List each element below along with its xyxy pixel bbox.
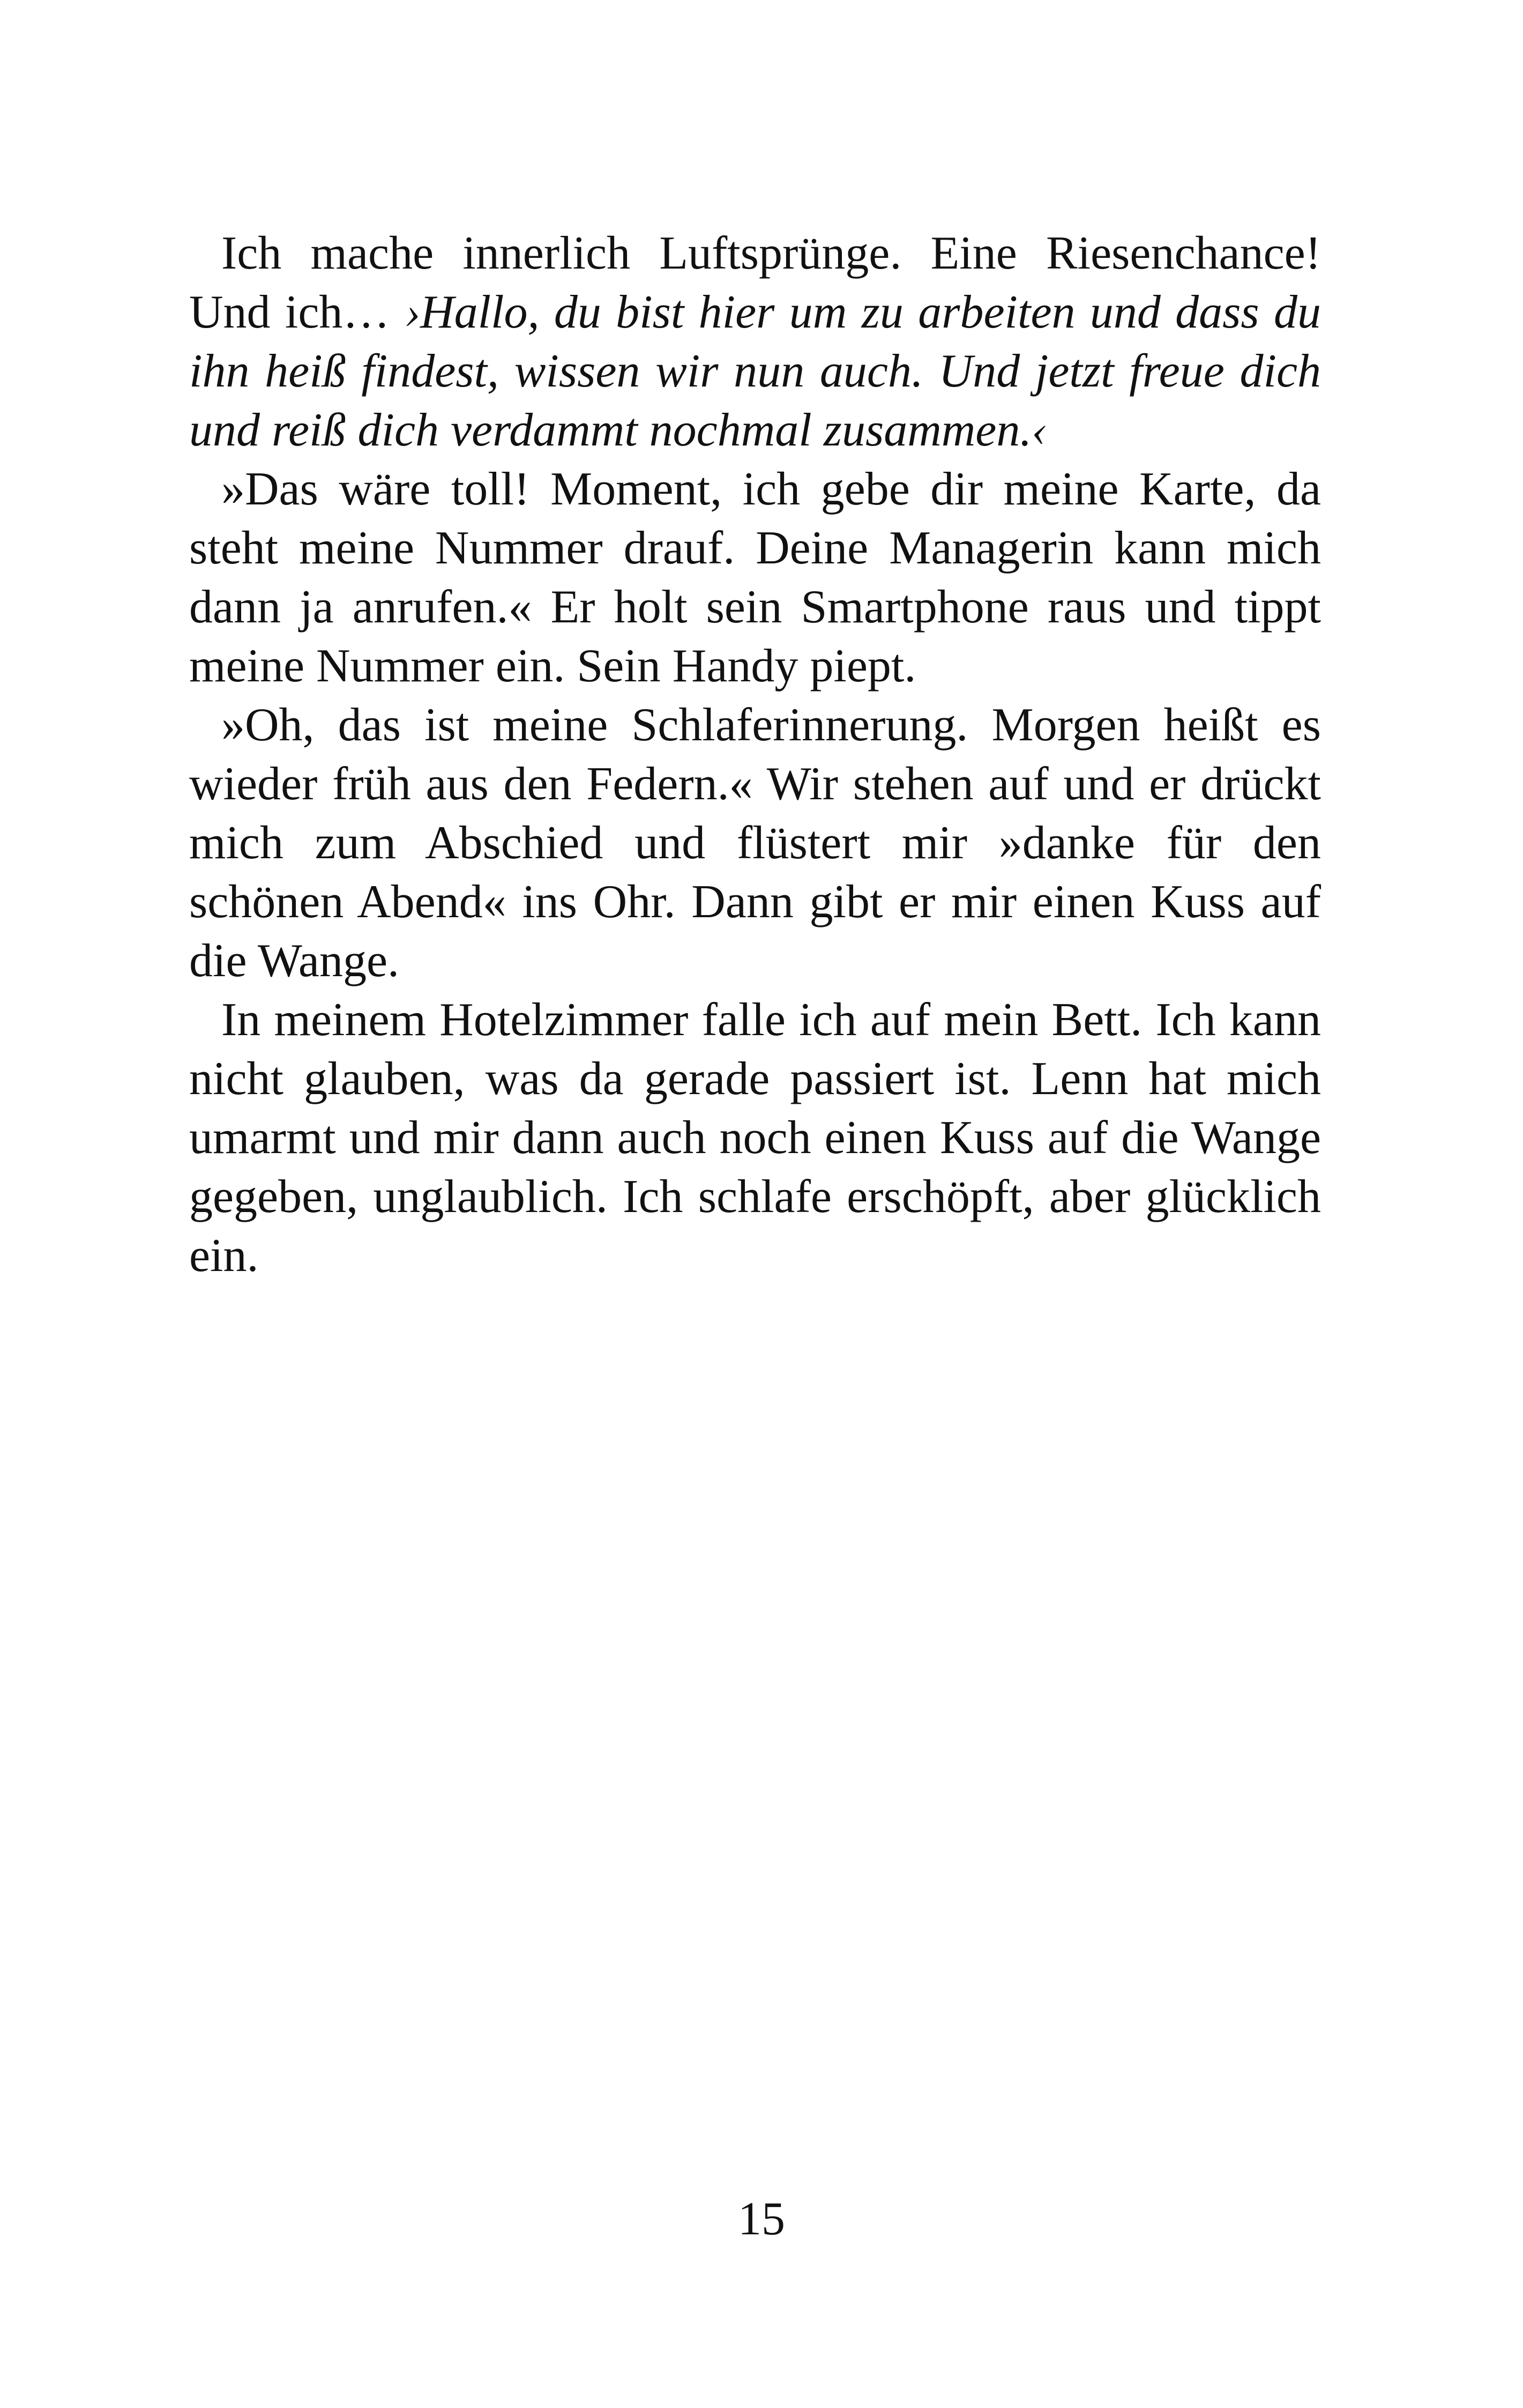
paragraph-4: In meinem Hotelzimmer falle ich auf mein Bett. Ich kann nicht glauben, was da gerade passiert ist. Lenn hat mich umarmt und mir dann auch noch einen Kuss auf die Wange gegeben, unglaublich. Ich schlafe erschöpft, aber glücklich ein. — [189, 994, 1321, 1282]
paragraph-1 — [189, 224, 1321, 460]
paragraph-1-italic-thought: ›Hallo, du bist hier um zu arbeiten und dass du ihn heiß findest, wissen wir nun auch. Und jetzt freue dich und reiß dich verdammt nochmal zusammen.‹ — [189, 286, 1322, 456]
paragraph-1-text: Ich mache innerlich Luftsprünge. Eine Riesenchance! Und ich… — [189, 227, 1321, 338]
paragraph-2: »Das wäre toll! Moment, ich gebe dir meine Karte, da steht meine Nummer drauf. Deine Managerin kann mich dann ja anrufen.« Er holt sein Smartphone raus und tippt meine Nummer ein. Sein Handy piept. — [189, 463, 1321, 692]
body-text — [189, 224, 1321, 1285]
page-number: 15 — [738, 2193, 785, 2245]
paragraph-3: »Oh, das ist meine Schlaferinnerung. Morgen heißt es wieder früh aus den Federn.« Wir stehen auf und er drückt mich zum Abschied und flüstert mir »danke für den schönen Abend« ins Ohr. Dann gibt er mir einen Kuss auf die Wange. — [189, 699, 1321, 987]
